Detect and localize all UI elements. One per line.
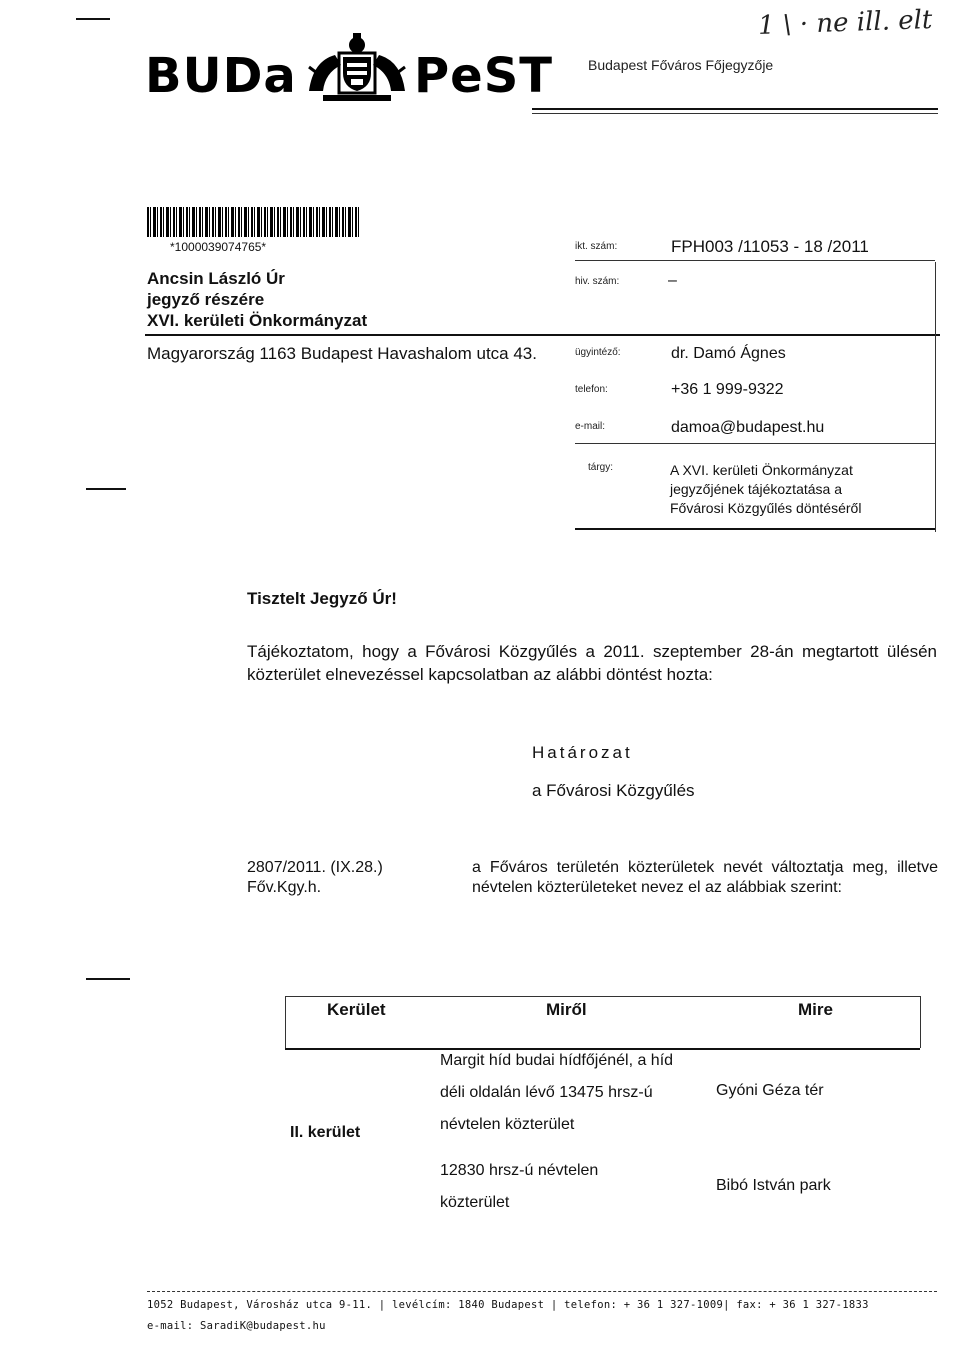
email-rule — [575, 443, 935, 444]
intro-paragraph: Tájékoztatom, hogy a Fővárosi Közgyűlés a 2011. szeptember 28-án megtartott ülésén közterület elnevezéssel kapcsolatban az alábbi döntést hozta: — [247, 642, 937, 684]
table-right-border — [920, 996, 921, 1048]
table-header-to: Mire — [798, 1000, 833, 1019]
table-top-border — [285, 996, 920, 997]
resolution-subheading: a Fővárosi Közgyűlés — [532, 781, 695, 800]
telefon-value: +36 1 999-9322 — [671, 381, 784, 398]
recipient-name: Ancsin László Úr — [147, 269, 285, 288]
margin-mark-bottom — [86, 978, 130, 980]
table-cell-to-2: Bibó István park — [716, 1177, 831, 1194]
hiv-label: hiv. szám: — [575, 276, 620, 287]
table-cell-from-1: Margit híd budai hídfőjénél, a híd déli oldalán lévő 13475 hrsz-ú névtelen közterület — [440, 1052, 674, 1133]
ugyintezo-label: ügyintéző: — [575, 347, 621, 358]
margin-mark-top — [76, 18, 110, 20]
recipient-org: XVI. kerületi Önkormányzat — [147, 311, 368, 330]
decision-text: a Főváros területén közterületek nevét változtatja meg, illetve névtelen közterületeket nevez el az alábbiak szerint: — [472, 859, 938, 896]
hiv-value: – — [668, 272, 677, 289]
subject-line-1: A XVI. kerületi Önkormányzat — [670, 462, 853, 478]
table-cell-to-1: Gyóni Géza tér — [716, 1082, 824, 1099]
barcode-number: *1000039074765* — [170, 240, 267, 254]
handwritten-note: 1 \ · ne ill. elt — [757, 4, 933, 42]
budapest-crest-icon — [303, 33, 411, 103]
barcode-icon — [147, 207, 360, 237]
subject-line-3: Fővárosi Közgyűlés döntéséről — [670, 500, 862, 516]
targy-label: tárgy: — [588, 462, 614, 473]
greeting: Tisztelt Jegyző Úr! — [247, 589, 397, 608]
address-rule — [145, 334, 940, 336]
table-cell-district: II. kerület — [290, 1124, 361, 1141]
recipient-address: Magyarország 1163 Budapest Havashalom utca 43. — [147, 344, 537, 363]
subject-line-2: jegyzőjének tájékoztatása a — [670, 481, 842, 497]
footer-email: e-mail: SaradiK@budapest.hu — [147, 1320, 326, 1332]
header-rule-thin — [532, 113, 938, 114]
table-left-border — [285, 996, 286, 1048]
decision-ref-line-2: Főv.Kgy.h. — [247, 879, 322, 896]
ugyintezo-value: dr. Damó Ágnes — [671, 345, 786, 362]
subject-rule — [575, 528, 935, 530]
email-value: damoa@budapest.hu — [671, 419, 825, 436]
ikt-value: FPH003 /11053 - 18 /2011 — [671, 237, 869, 256]
recipient-role: jegyző részére — [147, 290, 265, 309]
resolution-heading: Határozat — [532, 743, 633, 762]
footer-address: 1052 Budapest, Városház utca 9-11. | levélcím: 1840 Budapest | telefon: + 36 1 327-1009| fax: + 36 1 327-1833 — [147, 1299, 869, 1311]
email-label: e-mail: — [575, 421, 606, 432]
margin-mark-fold — [86, 488, 126, 490]
footer-rule — [147, 1291, 937, 1292]
table-header-from: Miről — [546, 1000, 587, 1019]
issuer-title: Budapest Főváros Főjegyzője — [588, 57, 774, 73]
logo-text-right: PeST — [414, 48, 554, 104]
table-header-district: Kerület — [327, 1000, 386, 1019]
telefon-label: telefon: — [575, 384, 608, 395]
header-rule — [532, 108, 938, 110]
table-cell-from-2: 12830 hrsz-ú névtelen közterület — [440, 1162, 599, 1211]
decision-ref-line-1: 2807/2011. (IX.28.) — [247, 859, 383, 876]
logo-text-left: BUDa — [145, 48, 297, 104]
meta-right-border — [935, 262, 936, 532]
ikt-label: ikt. szám: — [575, 241, 618, 252]
ikt-rule — [575, 260, 935, 261]
